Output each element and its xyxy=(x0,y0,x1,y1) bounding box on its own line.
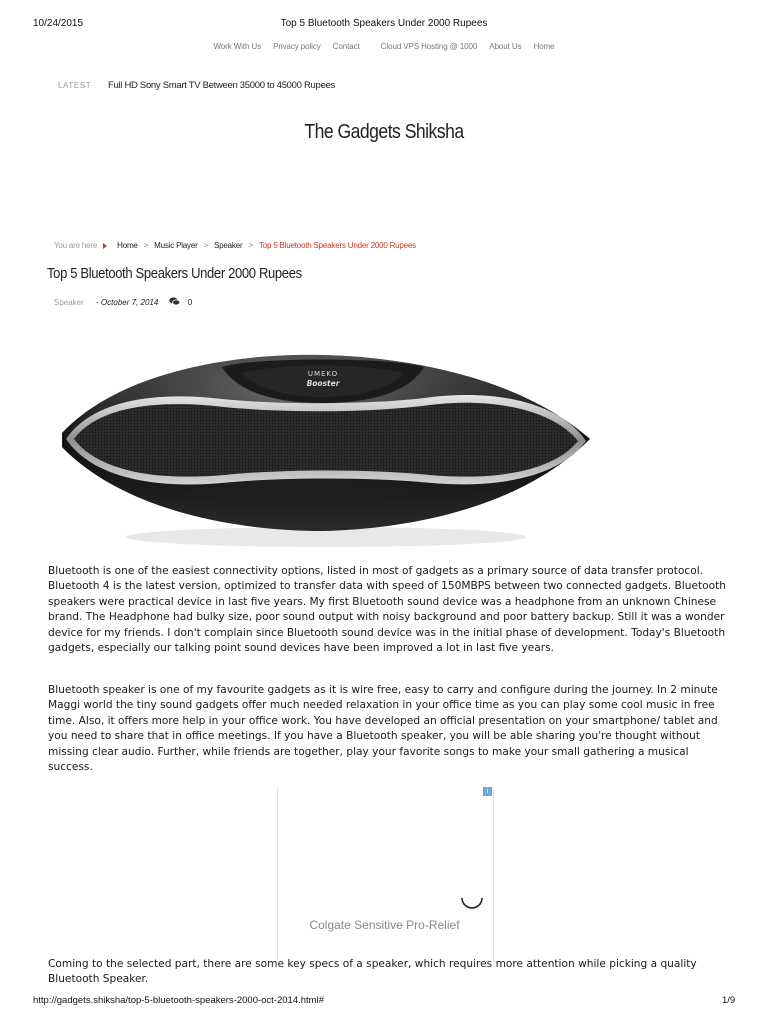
print-title: Top 5 Bluetooth Speakers Under 2000 Rupees xyxy=(280,18,488,29)
speaker-brand-text: UMEKO xyxy=(307,370,339,378)
post-meta xyxy=(54,297,192,307)
nav-contact[interactable]: Contact xyxy=(332,42,360,51)
article-paragraph: Bluetooth is one of the easiest connectivity options, listed in most of gadgets as a primary source of data transfer protocol. Bluetooth 4 is the latest version, optimized to transfer data with speed of 150MBPS between two connected gadgets. Bluetooth speakers were practical device in last five years. My first Bluetooth sound device was a headphone from an unknown Chinese brand. The Headphone had bulky size, poor sound output with noisy background and poor battery backup. Still it was a wonder device for my friends. I don't complain since Bluetooth sound device was in the initial phase of development. Today's Bluetooth gadgets, especially our talking point sound devices have been improved a lot in last five years. xyxy=(48,565,726,655)
latest-headline-link[interactable]: Full HD Sony Smart TV Between 35000 to 45000 Rupees xyxy=(108,80,335,91)
article-paragraph: Coming to the selected part, there are some key specs of a speaker, which requires more attention while picking a quality Bluetooth Speaker. xyxy=(48,958,697,986)
breadcrumb-label: You are here xyxy=(54,241,98,250)
nav-privacy-policy[interactable]: Privacy policy xyxy=(273,42,321,51)
ad-container[interactable] xyxy=(277,787,494,962)
latest-label: LATEST xyxy=(58,81,92,90)
nav-home[interactable]: Home xyxy=(533,42,555,51)
ad-info-icon[interactable]: i xyxy=(483,787,492,796)
breadcrumb-music-player[interactable]: Music Player xyxy=(154,241,198,250)
top-nav xyxy=(0,42,768,51)
breadcrumb-separator: > xyxy=(143,241,149,250)
speaker-product-image xyxy=(52,347,600,552)
post-date: - October 7, 2014 xyxy=(96,298,159,307)
print-url: http://gadgets.shiksha/top-5-bluetooth-speakers-2000-oct-2014.html# xyxy=(33,995,324,1006)
breadcrumb xyxy=(54,241,416,250)
ad-text[interactable]: Colgate Sensitive Pro-Relief xyxy=(309,918,460,932)
nav-work-with-us[interactable]: Work With Us xyxy=(213,42,261,51)
comments-icon[interactable] xyxy=(169,297,180,306)
article-paragraph: Bluetooth speaker is one of my favourite gadgets as it is wire free, easy to carry and configure during the journey. In 2 minute Maggi world the tiny sound gadgets offer much needed relaxation in your office time as you can play some cool music in free time. Also, it offers more help in your office work. You have developed an official presentation on your smartphone/ tablet and you need to share that in office meetings. If you have a Bluetooth speaker, you will be able sharing you're thought without missing clear audio. Further, while friends are together, play your favorite songs to make your small gathering a musical success. xyxy=(48,684,718,774)
breadcrumb-separator: > xyxy=(203,241,209,250)
site-title[interactable]: The Gadgets Shiksha xyxy=(304,121,464,143)
speaker-model-text: Booster xyxy=(306,379,340,388)
nav-cloud-vps[interactable]: Cloud VPS Hosting @ 1000 xyxy=(380,42,478,51)
breadcrumb-current: Top 5 Bluetooth Speakers Under 2000 Rupees xyxy=(258,241,416,250)
breadcrumb-caret-icon xyxy=(103,243,107,249)
breadcrumb-home[interactable]: Home xyxy=(117,241,138,250)
post-category-link[interactable]: Speaker xyxy=(54,298,84,307)
loading-spinner-icon xyxy=(459,888,485,914)
breadcrumb-separator: > xyxy=(248,241,253,250)
post-title: Top 5 Bluetooth Speakers Under 2000 Rupees xyxy=(47,266,302,282)
breadcrumb-speaker[interactable]: Speaker xyxy=(214,241,243,250)
print-date: 10/24/2015 xyxy=(33,18,84,29)
nav-about-us[interactable]: About Us xyxy=(489,42,522,51)
comments-count[interactable]: 0 xyxy=(187,298,193,307)
print-page-number: 1/9 xyxy=(722,995,736,1006)
